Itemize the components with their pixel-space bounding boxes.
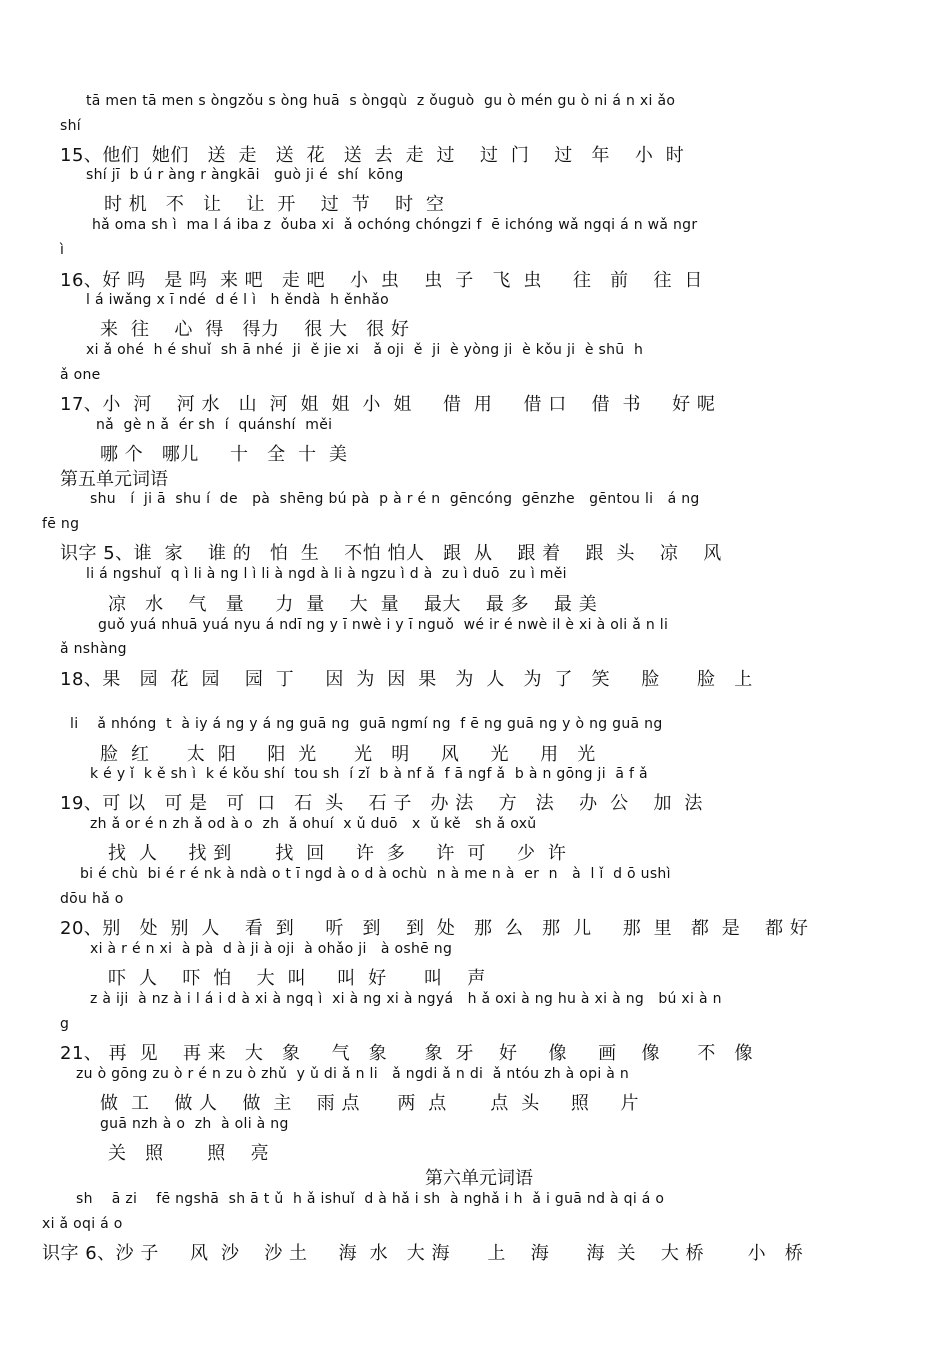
pinyin-line: ǎ nshàng: [60, 641, 127, 657]
pinyin-line: k é y ǐ k ě sh ì k é kǒu shí tou sh í zǐ b à nf ǎ f ā ngf ǎ b à n gōng ji ā f ǎ: [90, 766, 648, 782]
vocab-line: 做 工 做 人 做 主 雨 点 两 点 点 头 照 片: [100, 1093, 639, 1114]
pinyin-line: bi é chù bi é r é nk à ndà o t ī ngd à o d à ochù n à me n à er n à l ǐ d ō ushì: [80, 866, 671, 882]
pinyin-line: zu ò gōng zu ò r é n zu ò zhǔ y ǔ di ǎ n li ǎ ngdi ǎ n di ǎ ntóu zh à opi à n: [76, 1066, 630, 1082]
pinyin-line: li á ngshuǐ q ì li à ng l ì li à ngd à li à ngzu ì d à zu ì duō zu ì měi: [86, 566, 567, 582]
pinyin-line: ì: [60, 242, 65, 258]
pinyin-line: guā nzh à o zh à oli à ng: [100, 1116, 289, 1132]
pinyin-line: xi ǎ ohé h é shuǐ sh ā nhé ji ě jie xi ǎ oji ě ji è yòng ji è kǒu ji è shū h: [86, 342, 644, 358]
vocab-line: 时 机 不 让 让 开 过 节 时 空: [104, 194, 445, 215]
vocab-line: 凉 水 气 量 力 量 大 量 最大 最 多 最 美: [108, 594, 598, 615]
vocab-line: 哪 个 哪儿 十 全 十 美: [100, 444, 348, 465]
pinyin-line: z à iji à nz à i l á i d à xi à ngq ì xi à ng xi à ngyá h ǎ oxi à ng hu à xi à ng bú xi à n: [90, 991, 722, 1007]
pinyin-line: dōu hǎ o: [60, 891, 124, 907]
pinyin-line: shí jī b ú r àng r àngkāi guò ji é shí kōng: [86, 167, 404, 183]
pinyin-line: guǒ yuá nhuā yuá nyu á ndī ng y ī nwè i y ī nguǒ wé ir é nwè il è xi à oli ǎ n li: [98, 617, 669, 633]
section-heading: 第五单元词语: [60, 469, 168, 490]
pinyin-line: ǎ one: [60, 367, 101, 383]
pinyin-line: fē ng: [42, 516, 80, 532]
vocab-line: 19、可 以 可 是 可 口 石 头 石 子 办 法 方 法 办 公 加 法: [60, 793, 703, 814]
pinyin-line: shu í ji ā shu í de pà shēng bú pà p à r é n gēncóng gēnzhe gēntou li á ng: [90, 491, 700, 507]
pinyin-line: zh ǎ or é n zh ǎ od à o zh ǎ ohuí x ǔ duō x ǔ kě sh ǎ oxǔ: [90, 816, 537, 832]
vocab-line: 16、好 吗 是 吗 来 吧 走 吧 小 虫 虫 子 飞 虫 往 前 往 日: [60, 270, 703, 291]
pinyin-line: g: [60, 1016, 70, 1032]
pinyin-line: xi à r é n xi à pà d à ji à oji à ohǎo ji à oshē ng: [90, 941, 453, 957]
vocab-line: 18、果 园 花 园 园 丁 因 为 因 果 为 人 为 了 笑 脸 脸 上: [60, 669, 753, 690]
vocab-line: 识字 5、谁 家 谁 的 怕 生 不怕 怕人 跟 从 跟 着 跟 头 凉 风: [60, 543, 722, 564]
vocab-line: 17、小 河 河 水 山 河 姐 姐 小 姐 借 用 借 口 借 书 好 呢: [60, 394, 716, 415]
pinyin-line: l á iwǎng x ī ndé d é l ì h ěndà h ěnhǎo: [86, 292, 390, 308]
vocab-line: 15、他们 她们 送 走 送 花 送 去 走 过 过 门 过 年 小 时: [60, 145, 685, 166]
pinyin-line: tā men tā men s òngzǒu s òng huā s òngqù z ǒuguò gu ò mén gu ò ni á n xi ǎo: [86, 93, 676, 109]
vocab-line: 21、 再 见 再 来 大 象 气 象 象 牙 好 像 画 像 不 像: [60, 1043, 754, 1064]
vocab-line: 找 人 找 到 找 回 许 多 许 可 少 许: [108, 843, 567, 864]
pinyin-line: nǎ gè n ǎ ér sh í quánshí měi: [96, 417, 333, 433]
vocab-line: 来 往 心 得 得力 很 大 很 好: [100, 319, 410, 340]
section-heading: 第六单元词语: [425, 1168, 533, 1189]
vocab-line: 识字 6、沙 子 风 沙 沙 土 海 水 大 海 上 海 海 关 大 桥 小 桥: [42, 1243, 804, 1264]
vocab-line: 脸 红 太 阳 阳 光 光 明 风 光 用 光: [100, 744, 596, 765]
pinyin-line: sh ā zi fē ngshā sh ā t ǔ h ǎ ishuǐ d à hǎ i sh à nghǎ i h ǎ i guā nd à qi á o: [76, 1191, 665, 1207]
pinyin-line: hǎ oma sh ì ma l á iba z ǒuba xi ǎ ochóng chóngzi f ē ichóng wǎ ngqi á n wǎ ngr: [92, 217, 698, 233]
vocab-line: 关 照 照 亮: [108, 1143, 270, 1164]
vocab-line: 20、别 处 别 人 看 到 听 到 到 处 那 么 那 儿 那 里 都 是 都 好: [60, 918, 809, 939]
pinyin-line: shí: [60, 118, 81, 134]
vocab-line: 吓 人 吓 怕 大 叫 叫 好 叫 声: [108, 968, 486, 989]
pinyin-line: li ǎ nhóng t à iy á ng y á ng guā ng guā ngmí ng f ē ng guā ng y ò ng guā ng: [70, 716, 663, 732]
pinyin-line: xi ǎ oqi á o: [42, 1216, 123, 1232]
